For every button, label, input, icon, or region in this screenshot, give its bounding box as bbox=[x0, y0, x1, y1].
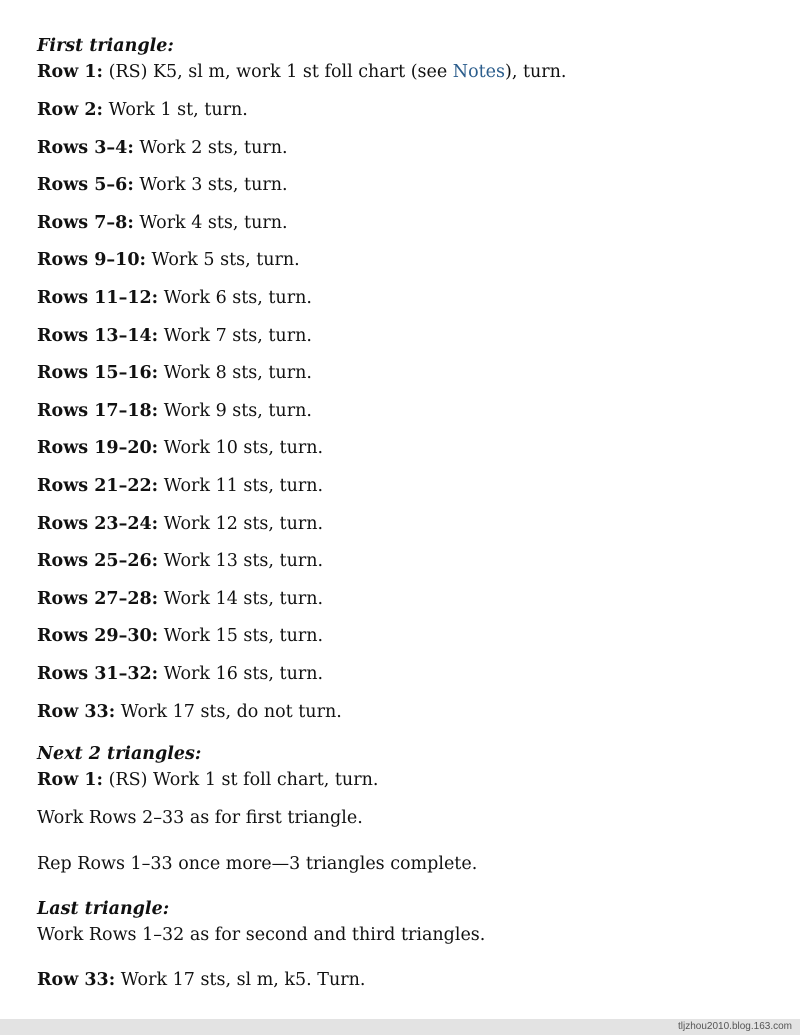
row-label: Row 1: bbox=[37, 62, 104, 82]
next-instruction-1: Work Rows 2–33 as for first triangle. bbox=[37, 808, 363, 828]
row-text: Work 10 sts, turn. bbox=[158, 438, 324, 459]
first-row-item bbox=[37, 588, 323, 610]
first-row-item bbox=[37, 137, 288, 159]
row-label: Row 2: bbox=[37, 100, 104, 120]
first-row-item bbox=[37, 249, 300, 271]
row-text: Work 5 sts, turn. bbox=[145, 250, 300, 271]
row-label: Row 33: bbox=[37, 970, 116, 990]
first-row-item bbox=[37, 701, 342, 723]
row-text: (RS) Work 1 st foll chart, turn. bbox=[103, 770, 379, 790]
row-label: Rows 23–24: bbox=[37, 513, 159, 534]
row-label: Row 1: bbox=[37, 770, 104, 790]
first-row-item bbox=[37, 287, 312, 309]
row-text: Work 9 sts, turn. bbox=[158, 400, 312, 421]
row-text: Work 14 sts, turn. bbox=[158, 588, 324, 609]
next-instruction-2: Rep Rows 1–33 once more—3 triangles complete. bbox=[37, 854, 478, 874]
first-row-item bbox=[37, 325, 312, 347]
row-label: Rows 13–14: bbox=[37, 325, 159, 346]
row-label: Rows 9–10: bbox=[37, 250, 146, 271]
row-text-end: ), turn. bbox=[505, 62, 567, 82]
row-text: Work 11 sts, turn. bbox=[158, 476, 324, 496]
notes-link[interactable]: Notes bbox=[452, 62, 506, 82]
row-label: Rows 17–18: bbox=[37, 400, 159, 421]
first-row-item bbox=[37, 212, 288, 234]
first-row-item bbox=[37, 99, 248, 121]
row-text: Work 4 sts, turn. bbox=[133, 212, 288, 233]
row-text: (RS) K5, sl m, work 1 st foll chart (see bbox=[103, 62, 453, 82]
row-text: Work 3 sts, turn. bbox=[133, 175, 288, 196]
row-label: Rows 7–8: bbox=[37, 212, 134, 233]
row-text: Work 16 sts, turn. bbox=[158, 664, 324, 684]
row-label: Rows 19–20: bbox=[37, 438, 159, 459]
row-text: Work 12 sts, turn. bbox=[158, 513, 324, 534]
watermark: tljzhou2010.blog.163.com bbox=[678, 1021, 792, 1032]
row-label: Rows 3–4: bbox=[37, 137, 134, 158]
first-row-item bbox=[37, 437, 323, 459]
row-text: Work 17 sts, do not turn. bbox=[115, 701, 342, 722]
first-row-item bbox=[37, 513, 323, 535]
row-label: Rows 21–22: bbox=[37, 476, 159, 496]
last-instruction-1: Work Rows 1–32 as for second and third triangles. bbox=[37, 925, 486, 945]
row-text: Work 15 sts, turn. bbox=[158, 626, 324, 647]
first-triangle-heading: First triangle: bbox=[37, 36, 174, 56]
first-row-item bbox=[37, 625, 323, 647]
row-text: Work 7 sts, turn. bbox=[158, 325, 312, 346]
row-label: Rows 5–6: bbox=[37, 175, 134, 196]
row-label: Rows 25–26: bbox=[37, 551, 159, 572]
row-text: Work 2 sts, turn. bbox=[133, 137, 288, 158]
first-row-item bbox=[37, 174, 288, 196]
footer-bar bbox=[0, 1019, 800, 1035]
row-label: Rows 11–12: bbox=[37, 288, 159, 308]
row-label: Rows 31–32: bbox=[37, 664, 159, 684]
row-text: Work 17 sts, sl m, k5. Turn. bbox=[115, 970, 366, 990]
next-row-1 bbox=[37, 769, 378, 791]
row-label: Rows 15–16: bbox=[37, 363, 159, 384]
row-text: Work 1 st, turn. bbox=[103, 100, 248, 120]
first-row-item bbox=[37, 475, 323, 497]
last-triangle-heading: Last triangle: bbox=[37, 899, 170, 919]
row-label: Row 33: bbox=[37, 701, 116, 722]
first-row-item bbox=[37, 400, 312, 422]
first-row-1 bbox=[37, 61, 566, 83]
row-text: Work 13 sts, turn. bbox=[158, 551, 324, 572]
row-label: Rows 27–28: bbox=[37, 588, 159, 609]
first-row-item bbox=[37, 550, 323, 572]
first-row-item bbox=[37, 362, 312, 384]
next-triangles-heading: Next 2 triangles: bbox=[37, 744, 202, 764]
row-label: Rows 29–30: bbox=[37, 626, 159, 647]
first-row-item bbox=[37, 663, 323, 685]
last-row-33 bbox=[37, 969, 365, 991]
row-text: Work 8 sts, turn. bbox=[158, 363, 312, 384]
row-text: Work 6 sts, turn. bbox=[158, 288, 312, 308]
